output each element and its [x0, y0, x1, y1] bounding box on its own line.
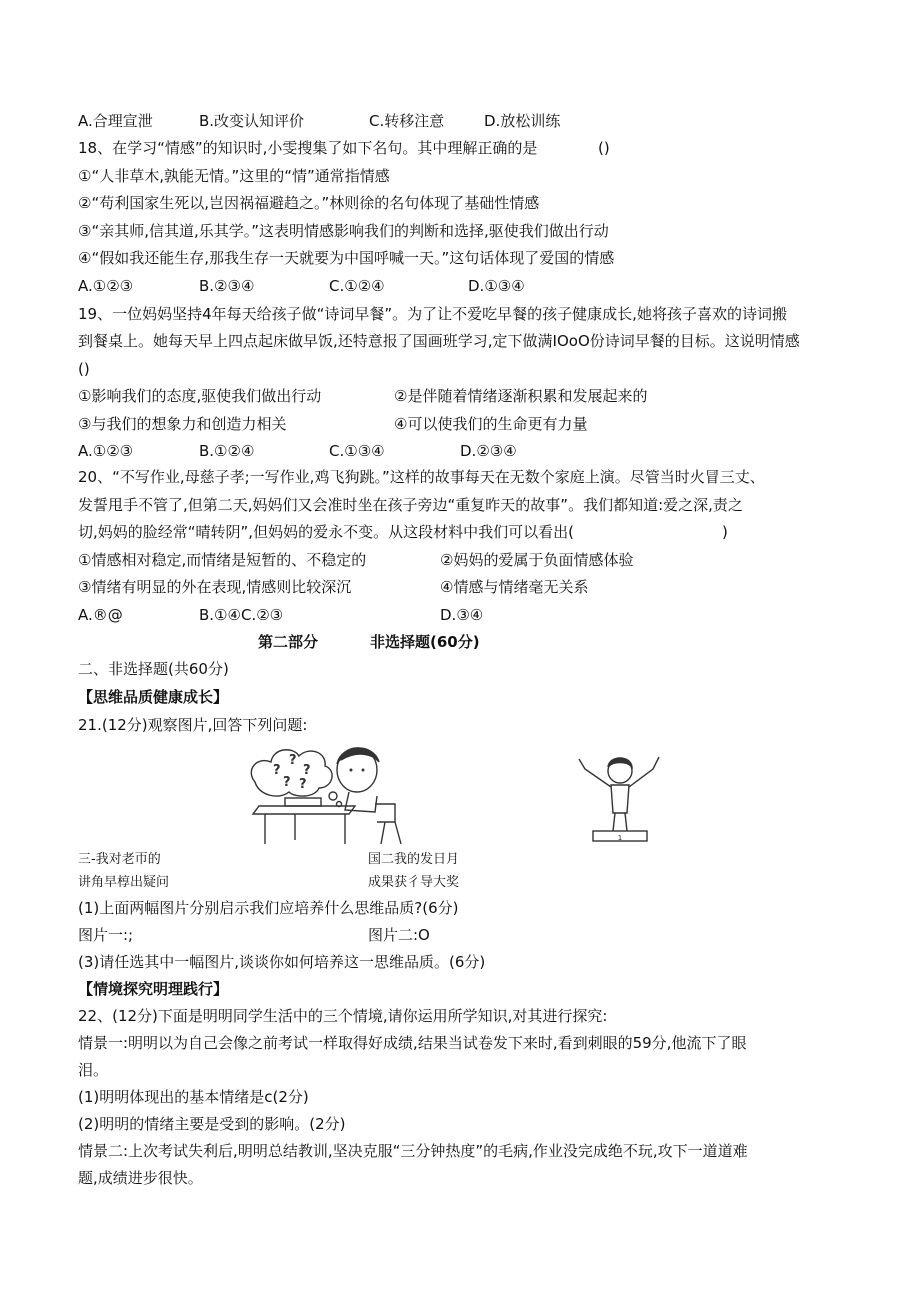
- q18-item-1: ①“人非草木,孰能无情。”这里的“情”通常指情感: [78, 167, 390, 185]
- q20-stem-line3: 切,妈妈的脸经常“晴转阴”,但妈妈的爱永不变。从这段材料中我们可以看出(: [78, 523, 574, 541]
- q22-scene2-line2: 题,成绩进步很快。: [78, 1169, 203, 1187]
- q20-stem-line2: 发誓甩手不管了,但第二天,妈妈们又会准时坐在孩子旁边“重复昨天的故事”。我们都知道:爱之深,责之: [78, 496, 743, 514]
- q18-option-d: D.①③④: [468, 277, 525, 295]
- q17-option-a: A.合理宣泄: [78, 112, 153, 130]
- svg-text:1: 1: [617, 834, 623, 842]
- q18-item-4: ④“假如我还能生存,那我生存一天就要为中国呼喊一天。”这句话体现了爱国的情感: [78, 249, 615, 267]
- q20-option-bc: B.①④C.②③: [199, 606, 284, 624]
- part2-subtitle: 非选择题(60分): [370, 633, 480, 651]
- q22-stem: 22、(12分)下面是明明同学生活中的三个情境,请你运用所学知识,对其进行探究:: [78, 1007, 608, 1025]
- q20-paren-close: ): [722, 523, 728, 541]
- q20-item-1: ①情感相对稳定,而情绪是短暂的、不稳定的: [78, 551, 367, 569]
- q19-stem-line2: 到餐桌上。她每天早上四点起床做早饭,还特意报了国画班学习,定下做满IOoO份诗词早餐的目标。这说明情感: [78, 332, 800, 350]
- q20-option-d: D.③④: [440, 606, 484, 624]
- q20-item-3: ③情绪有明显的外在表现,情感则比较深沉: [78, 578, 352, 596]
- q21-stem: 21.(12分)观察图片,回答下列问题:: [78, 716, 308, 734]
- q19-item-4: ④可以使我们的生命更有力量: [394, 415, 588, 433]
- q19-item-3: ③与我们的想象力和创造力相关: [78, 415, 287, 433]
- q22-subquestion-2: (2)明明的情绪主要是受到的影响。(2分): [78, 1115, 346, 1133]
- q21-caption-2-line1: 国二我的发日月: [368, 852, 460, 867]
- q21-subquestion-3: (3)请任选其中一幅图片,谈谈你如何培养这一思维品质。(6分): [78, 953, 486, 971]
- q18-option-b: B.②③④: [199, 277, 255, 295]
- q21-caption-1-line1: 三-我对老帀的: [78, 852, 161, 867]
- section2-title: 二、非选择题(共60分): [78, 660, 229, 678]
- part2-title: 第二部分: [258, 633, 319, 651]
- q22-scene1-line1: 情景一:明明以为自己会像之前考试一样取得好成绩,结果当试卷发下来时,看到刺眼的59分,他流下了眼: [78, 1034, 747, 1052]
- q22-scene2-line1: 情景二:上次考试失利后,明明总结教训,坚决克服“三分钟热度”的毛病,作业没完成绝不玩,攻下一道道难: [78, 1142, 748, 1160]
- q17-option-c: C.转移注意: [369, 112, 445, 130]
- q18-item-2: ②“苟利国家生死以,岂因祸福避趋之。”林则徐的名句体现了基础性情感: [78, 194, 540, 212]
- svg-text:?: ?: [289, 753, 297, 768]
- q21-caption-1-line2: 讲角早椁出疑问: [78, 875, 170, 890]
- q19-stem-line1: 19、一位妈妈坚持4年每天给孩子做“诗词早餐”。为了让不爱吃早餐的孩子健康成长,她将孩子喜欢的诗词搬: [78, 305, 787, 323]
- q18-answer-paren: (): [598, 139, 610, 157]
- q21-answer-picture2: 图片二:O: [368, 926, 430, 944]
- q19-item-2: ②是伴随着情绪逐渐积累和发展起来的: [394, 387, 648, 405]
- q20-item-2: ②妈妈的爱属于负面情感体验: [440, 551, 634, 569]
- q20-stem-line1: 20、“不写作业,母慈子孝;一写作业,鸡飞狗跳。”这样的故事每天在无数个家庭上演。尽管当时火冒三丈、: [78, 468, 765, 486]
- q18-option-a: A.①②③: [78, 277, 134, 295]
- q22-subquestion-1: (1)明明体现出的基本情绪是c(2分): [78, 1088, 309, 1106]
- q21-answer-picture1: 图片一:;: [78, 926, 134, 944]
- section-heading-situation: 【情境探究明理践行】: [78, 980, 229, 998]
- q18-item-3: ③“亲其师,信其道,乐其学。”这表明情感影响我们的判断和选择,驱使我们做出行动: [78, 222, 609, 240]
- svg-text:?: ?: [273, 763, 281, 778]
- q17-option-d: D.放松训练: [484, 112, 561, 130]
- q19-answer-paren: (): [78, 360, 90, 378]
- q19-option-b: B.①②④: [199, 442, 255, 460]
- q22-scene1-line2: 泪。: [78, 1061, 109, 1079]
- q18-option-c: C.①②④: [329, 277, 385, 295]
- q20-item-4: ④情感与情绪毫无关系: [440, 578, 589, 596]
- q17-option-b: B.改变认知评价: [199, 112, 305, 130]
- q19-option-a: A.①②③: [78, 442, 134, 460]
- picture-student-questioning: [245, 740, 415, 848]
- picture-boy-award: [565, 745, 675, 845]
- q19-option-d: D.②③④: [460, 442, 517, 460]
- q19-item-1: ①影响我们的态度,驱使我们做出行动: [78, 387, 322, 405]
- q19-option-c: C.①③④: [329, 442, 385, 460]
- q18-stem: 18、在学习“情感”的知识时,小雯搜集了如下名句。其中理解正确的是: [78, 139, 538, 157]
- q21-caption-2-line2: 成果获彳导大奖: [368, 875, 460, 890]
- svg-text:?: ?: [283, 775, 291, 790]
- q21-subquestion-1: (1)上面两幅图片分别启示我们应培养什么思维品质?(6分): [78, 899, 459, 917]
- section-heading-thinking: 【思维品质健康成长】: [78, 688, 229, 706]
- svg-text:?: ?: [303, 763, 311, 778]
- q20-option-a: A.®@: [78, 606, 123, 624]
- svg-text:?: ?: [299, 777, 307, 792]
